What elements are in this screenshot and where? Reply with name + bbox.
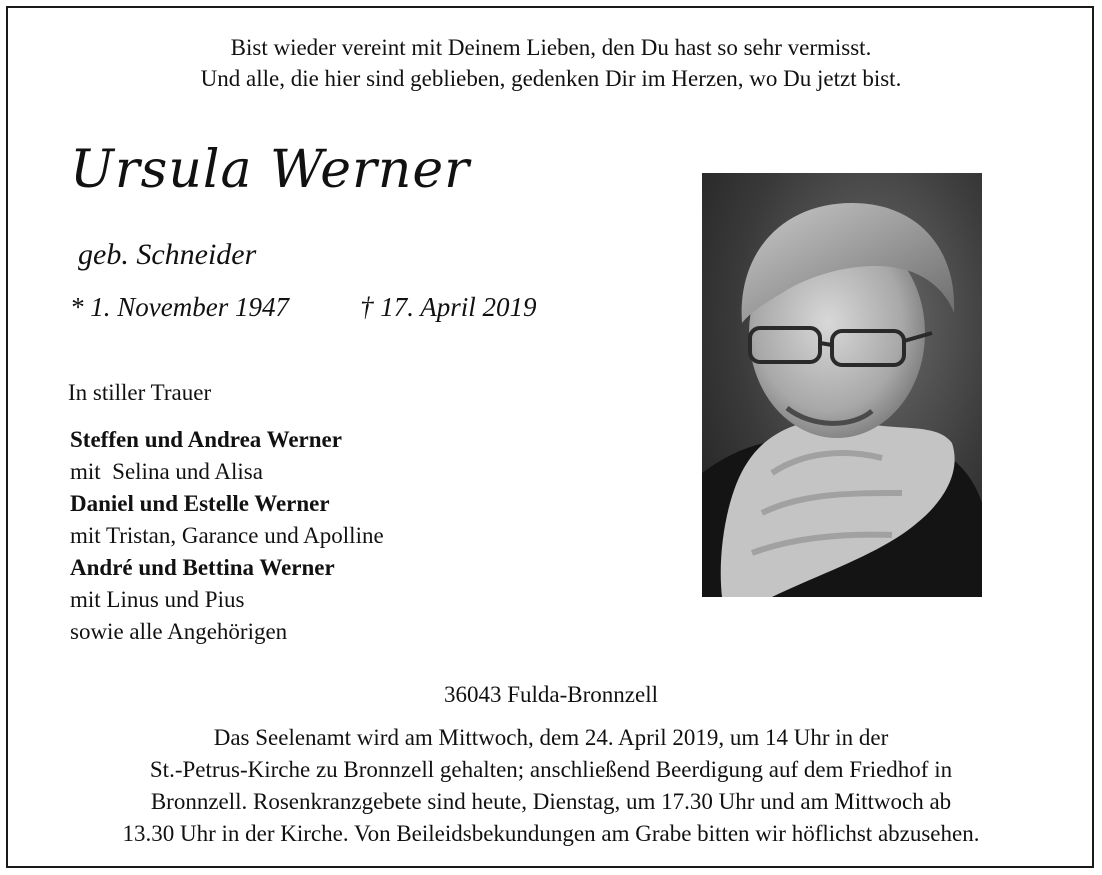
- verse-line-2: Und alle, die hier sind geblieben, gedenken Dir im Herzen, wo Du jetzt bist.: [200, 66, 902, 91]
- mourner-family-line: Daniel und Estelle Werner: [70, 491, 330, 516]
- mourner-family-line: André und Bettina Werner: [70, 555, 335, 580]
- service-line: 13.30 Uhr in der Kirche. Von Beileidsbekundungen am Grabe bitten wir höflichst abzusehen.: [122, 821, 980, 846]
- birth-name: geb. Schneider: [78, 238, 257, 271]
- location-line: 36043 Fulda-Bronnzell: [444, 682, 658, 707]
- mourner-family-line: Steffen und Andrea Werner: [70, 427, 342, 452]
- portrait-photo: [702, 173, 982, 597]
- mourner-children-line: mit Selina und Alisa: [70, 459, 263, 484]
- death-date: † 17. April 2019: [360, 292, 537, 322]
- service-line: Bronnzell. Rosenkranzgebete sind heute, Dienstag, um 17.30 Uhr und am Mittwoch ab: [150, 789, 952, 814]
- service-details: [0, 722, 1102, 850]
- service-line: St.-Petrus-Kirche zu Bronnzell gehalten; anschließend Beerdigung auf dem Friedhof in: [149, 757, 953, 782]
- mourner-children-line: mit Tristan, Garance und Apolline: [70, 523, 384, 548]
- mourners-list: [70, 424, 384, 648]
- service-line: Das Seelenamt wird am Mittwoch, dem 24. April 2019, um 14 Uhr in der: [213, 725, 889, 750]
- mourner-relatives-line: sowie alle Angehörigen: [70, 619, 288, 644]
- birth-date: * 1. November 1947: [70, 292, 289, 322]
- mourning-intro: In stiller Trauer: [68, 380, 212, 405]
- verse-line-1: Bist wieder vereint mit Deinem Lieben, den Du hast so sehr vermisst.: [230, 35, 872, 60]
- deceased-name: Ursula Werner: [70, 140, 470, 200]
- mourner-children-line: mit Linus und Pius: [70, 587, 245, 612]
